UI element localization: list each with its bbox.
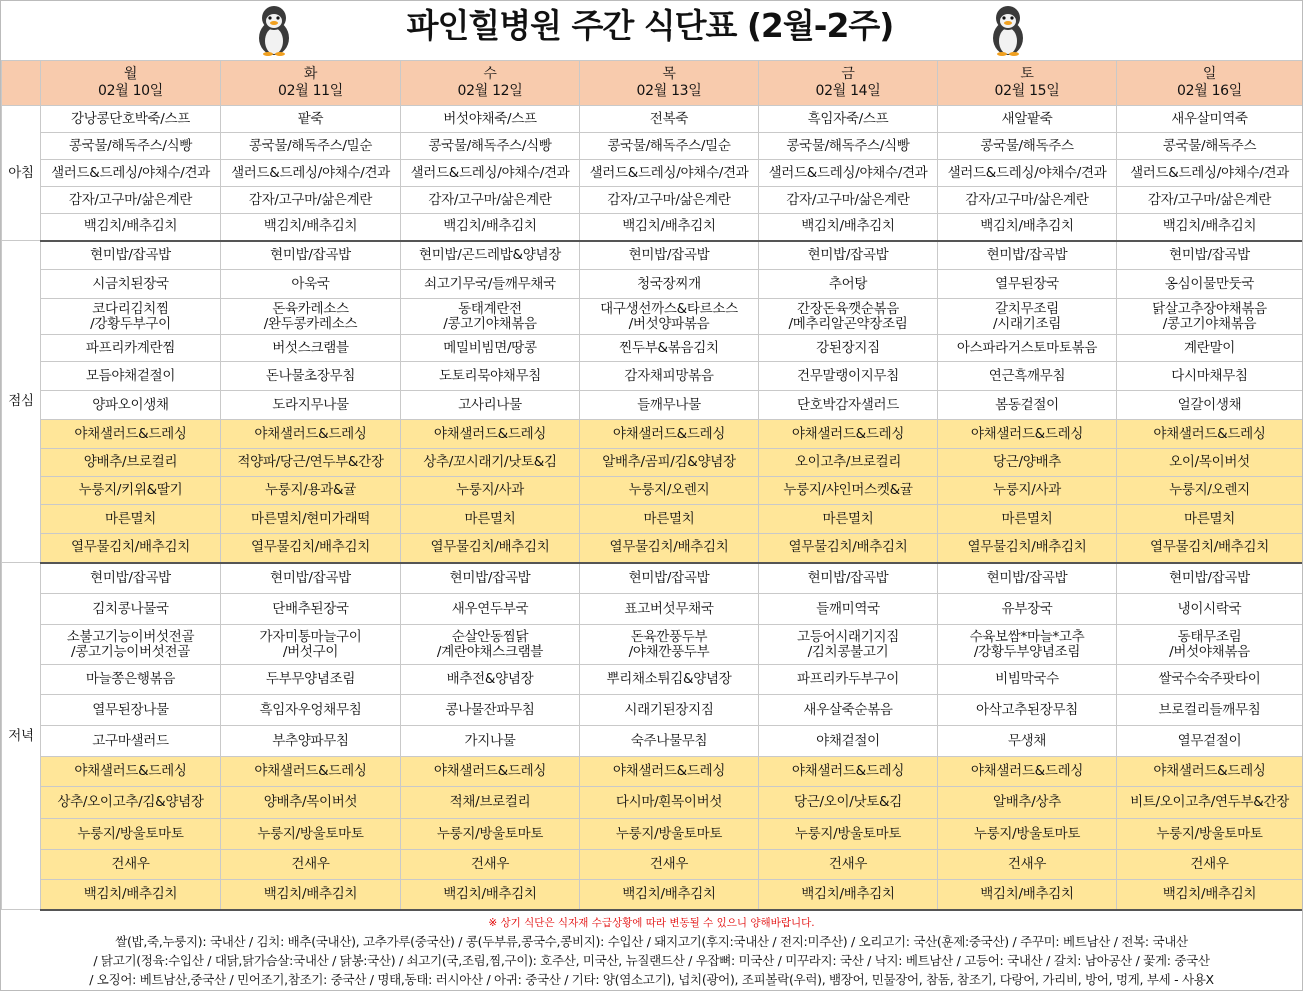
menu-cell-line: 갈치무조림 [995,300,1059,317]
menu-cell: 백김치/배추김치 [938,214,1117,241]
day-header-row [2,61,1303,106]
menu-cell: 파프리카두부구이 [759,665,938,695]
menu-cell: 도토리묵야채무침 [401,362,580,391]
origin-line: / 오징어: 베트남산,중국산 / 민어조기,참조기: 중국산 / 명태,동태: 러시아산 / 아귀: 중국산 / 기타: 양(염소고기), 넙치(광어), 조피볼락(우럭), 뱀장어, 민물장어, 참돔, 참조기, 다랑어, 가리비, 방어, 멍게, 부세 - 사용X [89,972,1214,987]
day-name: 목 [662,66,676,82]
menu-cell-line: /완두콩카레소스 [263,315,358,332]
page-title: 파인힐병원 주간 식단표 (2월-2주) [406,6,894,45]
menu-cell: 마른멸치 [41,505,221,534]
menu-row [2,757,1303,787]
menu-cell: 배추전&양념장 [401,665,580,695]
menu-cell: 누룽지/용과&귤 [221,477,401,505]
day-name: 월 [123,66,138,82]
menu-cell: 야채샐러드&드레싱 [41,420,221,449]
menu-cell: 백김치/배추김치 [759,880,938,910]
menu-row [2,477,1303,505]
menu-cell: 백김치/배추김치 [401,880,580,910]
day-header [938,61,1117,106]
menu-cell: 유부장국 [938,594,1117,625]
menu-cell: 강낭콩단호박죽/스프 [41,106,221,133]
menu-cell: 야채샐러드&드레싱 [938,420,1117,449]
menu-cell: 백김치/배추김치 [221,214,401,241]
menu-cell-line: 코다리김치찜 [92,300,169,317]
menu-cell: 백김치/배추김치 [221,880,401,910]
menu-cell-line: /콩고기야채볶음 [443,315,537,332]
menu-row [2,214,1303,241]
menu-cell: 양파오이생채 [41,391,221,420]
menu-cell: 시래기된장지짐 [580,695,759,726]
menu-cell [938,625,1117,665]
menu-cell: 열무물김치/배추김치 [1117,534,1303,563]
menu-cell [401,625,580,665]
menu-cell: 열무물김치/배추김치 [41,534,221,563]
menu-row [2,362,1303,391]
menu-row [2,449,1303,477]
menu-cell: 양배추/목이버섯 [221,787,401,819]
menu-cell: 표고버섯무채국 [580,594,759,625]
menu-cell: 누룽지/오렌지 [1117,477,1303,505]
menu-cell: 야채샐러드&드레싱 [221,757,401,787]
menu-cell: 현미밥/잡곡밥 [580,563,759,594]
day-date: 02월 13일 [636,83,702,99]
menu-cell: 샐러드&드레싱/야채수/견과 [1117,160,1303,187]
menu-cell: 야채샐러드&드레싱 [221,420,401,449]
menu-cell: 현미밥/잡곡밥 [580,241,759,270]
menu-cell: 샐러드&드레싱/야채수/견과 [221,160,401,187]
penguin-mascot-icon [986,4,1030,56]
day-name: 일 [1202,66,1217,82]
menu-row [2,420,1303,449]
menu-cell: 무생채 [938,726,1117,757]
menu-cell-line: /콩고기야채볶음 [1162,315,1257,332]
menu-cell-line: 동태무조림 [1177,628,1242,645]
menu-cell: 오이/목이버섯 [1117,449,1303,477]
menu-row [2,133,1303,160]
menu-cell: 야채샐러드&드레싱 [759,420,938,449]
menu-cell: 현미밥/잡곡밥 [759,563,938,594]
menu-cell: 야채샐러드&드레싱 [938,757,1117,787]
menu-cell: 흑임자우엉채무침 [221,695,401,726]
menu-row [2,187,1303,214]
day-date: 02월 16일 [1176,83,1243,99]
day-name: 금 [841,66,855,82]
menu-cell: 누룽지/샤인머스켓&귤 [759,477,938,505]
menu-cell: 샐러드&드레싱/야채수/견과 [41,160,221,187]
menu-row [2,391,1303,420]
menu-cell-line: /버섯야채볶음 [1169,643,1250,660]
menu-cell: 누룽지/방울토마토 [1117,819,1303,850]
menu-cell: 야채샐러드&드레싱 [401,420,580,449]
menu-cell: 백김치/배추김치 [401,214,580,241]
menu-cell: 콩국물/해독주스/식빵 [401,133,580,160]
menu-cell: 건새우 [938,850,1117,880]
menu-cell: 새우살미역죽 [1117,106,1303,133]
menu-cell: 누룽지/사과 [938,477,1117,505]
menu-cell: 다시마채무침 [1117,362,1303,391]
menu-cell: 연근흑깨무침 [938,362,1117,391]
menu-cell: 건무말랭이지무침 [759,362,938,391]
menu-cell [41,299,221,335]
menu-cell: 새우살죽순볶음 [759,695,938,726]
menu-row [2,787,1303,819]
day-date: 02월 14일 [815,83,881,99]
menu-cell: 콩국물/해독주스/식빵 [759,133,938,160]
menu-cell-line: 고등어시래기지짐 [797,628,899,645]
menu-cell-line: 수육보쌈*마늘*고추 [969,628,1085,645]
menu-cell: 현미밥/잡곡밥 [221,241,401,270]
menu-cell-line: 돈육카레소스 [272,300,349,317]
menu-cell: 팥죽 [221,106,401,133]
menu-cell-line: /야채깐풍두부 [628,643,710,660]
menu-cell [759,299,938,335]
menu-cell: 백김치/배추김치 [41,880,221,910]
menu-cell: 건새우 [401,850,580,880]
menu-cell: 현미밥/잡곡밥 [1117,241,1303,270]
menu-cell-line: /시래기조림 [993,315,1061,332]
menu-cell [1117,625,1303,665]
corner-cell [2,61,41,106]
menu-cell: 누룽지/사과 [401,477,580,505]
menu-row [2,335,1303,362]
menu-row [2,594,1303,625]
menu-cell: 상추/꼬시래기/낫토&김 [401,449,580,477]
menu-cell: 파프리카계란찜 [41,335,221,362]
menu-cell: 야채샐러드&드레싱 [1117,757,1303,787]
menu-cell: 누룽지/오렌지 [580,477,759,505]
menu-cell: 알배추/상추 [938,787,1117,819]
notice-text: ※ 상기 식단은 식자재 수급상황에 따라 변동될 수 있으니 양해바랍니다. [488,917,815,929]
menu-cell: 현미밥/잡곡밥 [1117,563,1303,594]
day-header [759,61,938,106]
menu-cell: 감자/고구마/삶은계란 [938,187,1117,214]
menu-cell-line: 돈육깐풍두부 [630,628,708,645]
menu-cell: 열무물김치/배추김치 [221,534,401,563]
menu-cell: 계란말이 [1117,335,1303,362]
menu-row [2,299,1303,335]
menu-cell: 청국장찌개 [580,270,759,299]
menu-cell: 새우연두부국 [401,594,580,625]
menu-cell: 열무물김치/배추김치 [401,534,580,563]
menu-cell: 현미밥/잡곡밥 [41,563,221,594]
menu-cell: 시금치된장국 [41,270,221,299]
menu-cell: 모듬야채겉절이 [41,362,221,391]
menu-cell: 양배추/브로컬리 [41,449,221,477]
menu-cell: 건새우 [41,850,221,880]
menu-cell: 샐러드&드레싱/야채수/견과 [401,160,580,187]
menu-cell: 마른멸치 [580,505,759,534]
origin-line: / 닭고기(정육:수입산 / 대닭,닭가슴살:국내산 / 닭봉:국산) / 쇠고기(국,조림,찜,구이): 호주산, 미국산, 뉴질랜드산 / 우잡뼈: 미국산 / 미꾸라지: 국산 / 낙지: 베트남산 / 고등어: 국내산 / 갈치: 남아공산 / 꽃게: 중국산 [93,953,1210,968]
menu-cell: 뿌리채소튀김&양념장 [580,665,759,695]
menu-cell: 적양파/당근/연두부&간장 [221,449,401,477]
menu-cell: 버섯스크램블 [221,335,401,362]
day-date: 02월 10일 [97,83,164,99]
menu-cell: 백김치/배추김치 [759,214,938,241]
menu-row [2,880,1303,910]
menu-cell: 야채겉절이 [759,726,938,757]
menu-cell: 감자/고구마/삶은계란 [759,187,938,214]
menu-cell: 단배추된장국 [221,594,401,625]
menu-cell: 누룽지/방울토마토 [401,819,580,850]
menu-cell: 현미밥/잡곡밥 [938,563,1117,594]
menu-cell: 건새우 [221,850,401,880]
menu-cell: 콩나물잔파무침 [401,695,580,726]
menu-cell: 고구마샐러드 [41,726,221,757]
menu-cell: 전복죽 [580,106,759,133]
menu-cell: 콩국물/해독주스/식빵 [41,133,221,160]
menu-row [2,563,1303,594]
menu-cell [1117,299,1303,335]
menu-row [2,850,1303,880]
menu-row [2,726,1303,757]
menu-cell: 샐러드&드레싱/야채수/견과 [938,160,1117,187]
menu-cell: 백김치/배추김치 [1117,880,1303,910]
menu-cell: 얼갈이생채 [1117,391,1303,420]
menu-cell: 메밀비빔면/땅콩 [401,335,580,362]
day-header [1117,61,1303,106]
menu-cell-line: 소불고기능이버섯전골 [66,628,195,645]
menu-cell: 현미밥/잡곡밥 [759,241,938,270]
menu-cell [401,299,580,335]
menu-cell: 단호박감자샐러드 [759,391,938,420]
menu-row [2,270,1303,299]
menu-cell [221,625,401,665]
menu-cell: 옹심이물만둣국 [1117,270,1303,299]
menu-cell: 백김치/배추김치 [41,214,221,241]
menu-cell: 아삭고추된장무침 [938,695,1117,726]
menu-cell: 감자/고구마/삶은계란 [41,187,221,214]
day-header [41,61,221,106]
menu-cell: 야채샐러드&드레싱 [401,757,580,787]
menu-cell: 샐러드&드레싱/야채수/견과 [580,160,759,187]
menu-cell: 마른멸치 [938,505,1117,534]
origin-info [0,932,1303,989]
menu-cell [41,625,221,665]
menu-cell: 콩국물/해독주스 [1117,133,1303,160]
day-name: 수 [483,66,497,82]
menu-cell-line: /버섯구이 [282,643,339,660]
menu-row [2,241,1303,270]
menu-row [2,505,1303,534]
menu-cell: 백김치/배추김치 [580,880,759,910]
menu-row [2,534,1303,563]
menu-cell: 당근/양배추 [938,449,1117,477]
day-date: 02월 12일 [457,83,523,99]
menu-cell: 누룽지/방울토마토 [580,819,759,850]
menu-cell: 비트/오이고추/연두부&간장 [1117,787,1303,819]
menu-cell: 현미밥/잡곡밥 [221,563,401,594]
menu-cell: 버섯야채죽/스프 [401,106,580,133]
menu-cell-line: /김치콩불고기 [807,643,889,660]
menu-cell: 마늘쫑은행볶음 [41,665,221,695]
menu-cell: 오이고추/브로컬리 [759,449,938,477]
menu-cell: 열무물김치/배추김치 [580,534,759,563]
menu-cell: 야채샐러드&드레싱 [1117,420,1303,449]
menu-cell: 건새우 [759,850,938,880]
menu-cell [221,299,401,335]
menu-cell: 김치콩나물국 [41,594,221,625]
menu-row [2,695,1303,726]
menu-cell-line: /메추리알곤약장조림 [788,315,908,332]
menu-cell: 콩국물/해독주스/밀순 [580,133,759,160]
menu-cell: 브로컬리들깨무침 [1117,695,1303,726]
menu-cell: 백김치/배추김치 [938,880,1117,910]
day-date: 02월 15일 [994,83,1060,99]
menu-cell: 알배추/곰피/김&양념장 [580,449,759,477]
menu-cell: 열무된장국 [938,270,1117,299]
menu-row [2,106,1303,133]
menu-cell: 야채샐러드&드레싱 [41,757,221,787]
menu-cell: 다시마/흰목이버섯 [580,787,759,819]
menu-cell: 건새우 [1117,850,1303,880]
menu-cell: 누룽지/키위&딸기 [41,477,221,505]
menu-cell: 고사리나물 [401,391,580,420]
penguin-mascot-icon [252,4,296,56]
day-date: 02월 11일 [277,83,344,99]
menu-cell-line: 간장돈육깻순볶음 [797,300,899,317]
menu-cell: 마른멸치 [401,505,580,534]
menu-cell [580,299,759,335]
menu-cell-line: /강황두부구이 [90,315,171,332]
menu-cell: 백김치/배추김치 [580,214,759,241]
menu-cell: 비빔막국수 [938,665,1117,695]
menu-cell: 강된장지짐 [759,335,938,362]
menu-cell [938,299,1117,335]
menu-cell: 당근/오이/낫토&김 [759,787,938,819]
menu-cell: 상추/오이고추/김&양념장 [41,787,221,819]
menu-cell: 흑임자죽/스프 [759,106,938,133]
menu-cell-line: /콩고기능이버섯전골 [71,643,190,660]
menu-cell: 열무물김치/배추김치 [759,534,938,563]
menu-cell: 열무된장나물 [41,695,221,726]
menu-row [2,625,1303,665]
menu-cell: 봄동겉절이 [938,391,1117,420]
menu-cell-line: 순살안동찜닭 [451,628,529,645]
menu-cell: 돈나물초장무침 [221,362,401,391]
origin-line: 쌀(밥,죽,누룽지): 국내산 / 김치: 배추(국내산), 고추가루(중국산) / 콩(두부류,콩국수,콩비지): 수입산 / 돼지고기(후지:국내산 / 전지:미주산) / 오리고기: 국산(훈제:중국산) / 주꾸미: 베트남산 / 전복: 국내산 [115,934,1188,949]
menu-cell-line: 닭살고추장야채볶음 [1152,300,1267,317]
menu-cell: 추어탕 [759,270,938,299]
menu-cell-line: 동태계란전 [458,300,522,317]
menu-cell: 찐두부&볶음김치 [580,335,759,362]
menu-cell: 콩국물/해독주스 [938,133,1117,160]
menu-cell: 감자/고구마/삶은계란 [1117,187,1303,214]
menu-cell: 아스파라거스토마토볶음 [938,335,1117,362]
menu-cell-line: /강황두부양념조림 [973,643,1081,660]
day-name: 화 [303,66,318,82]
menu-cell: 누룽지/방울토마토 [938,819,1117,850]
menu-cell: 현미밥/잡곡밥 [938,241,1117,270]
menu-cell-line: /계란야채스크램블 [436,643,544,660]
menu-cell-line: 가자미통마늘구이 [259,628,362,645]
menu-cell: 냉이시락국 [1117,594,1303,625]
menu-cell: 열무물김치/배추김치 [938,534,1117,563]
menu-cell: 열무겉절이 [1117,726,1303,757]
menu-cell: 야채샐러드&드레싱 [759,757,938,787]
menu-cell: 아욱국 [221,270,401,299]
menu-cell-line: 대구생선까스&타르소스 [600,300,738,317]
menu-cell: 누룽지/방울토마토 [221,819,401,850]
menu-cell: 콩국물/해독주스/밀순 [221,133,401,160]
day-header [580,61,759,106]
menu-cell: 감자/고구마/삶은계란 [580,187,759,214]
meal-label: 아침 [2,106,41,241]
menu-cell: 샐러드&드레싱/야채수/견과 [759,160,938,187]
menu-row [2,160,1303,187]
menu-cell: 누룽지/방울토마토 [41,819,221,850]
menu-cell: 마른멸치/현미가래떡 [221,505,401,534]
menu-cell: 들깨무나물 [580,391,759,420]
menu-cell: 숙주나물무침 [580,726,759,757]
menu-cell [580,625,759,665]
menu-cell: 현미밥/곤드레밥&양념장 [401,241,580,270]
day-header [401,61,580,106]
menu-row [2,819,1303,850]
menu-cell: 쇠고기무국/들깨무채국 [401,270,580,299]
menu-cell: 감자/고구마/삶은계란 [221,187,401,214]
menu-cell: 부추양파무침 [221,726,401,757]
day-name: 토 [1020,66,1034,82]
menu-cell: 두부무양념조림 [221,665,401,695]
menu-cell: 건새우 [580,850,759,880]
menu-cell: 도라지무나물 [221,391,401,420]
weekly-menu-table [1,60,1303,911]
menu-row [2,665,1303,695]
menu-cell: 백김치/배추김치 [1117,214,1303,241]
menu-cell: 새알팥죽 [938,106,1117,133]
menu-cell [759,625,938,665]
menu-cell: 야채샐러드&드레싱 [580,420,759,449]
meal-label: 점심 [2,241,41,563]
menu-cell: 누룽지/방울토마토 [759,819,938,850]
meal-label: 저녁 [2,563,41,910]
header [0,0,1303,60]
menu-cell: 들깨미역국 [759,594,938,625]
menu-cell: 마른멸치 [1117,505,1303,534]
menu-cell: 감자채피망볶음 [580,362,759,391]
menu-cell: 감자/고구마/삶은계란 [401,187,580,214]
menu-cell-line: /버섯양파볶음 [628,315,710,332]
menu-cell: 가지나물 [401,726,580,757]
menu-cell: 쌀국수숙주팟타이 [1117,665,1303,695]
menu-cell: 적채/브로컬리 [401,787,580,819]
menu-cell: 현미밥/잡곡밥 [41,241,221,270]
menu-cell: 마른멸치 [759,505,938,534]
menu-cell: 현미밥/잡곡밥 [401,563,580,594]
menu-cell: 야채샐러드&드레싱 [580,757,759,787]
day-header [221,61,401,106]
